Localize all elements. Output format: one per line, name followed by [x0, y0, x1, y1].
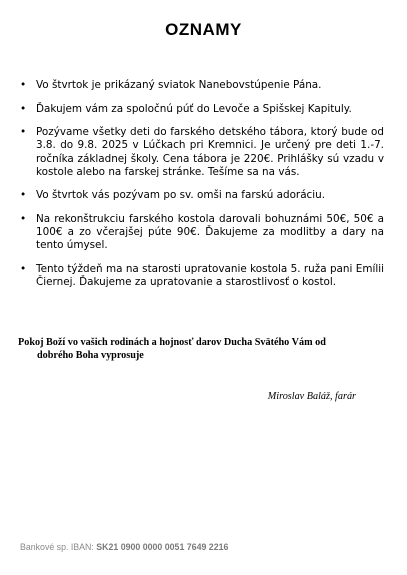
notice-item [18, 126, 384, 178]
bullet-icon: • [20, 79, 27, 91]
notice-item [18, 79, 384, 92]
closing-blessing [18, 337, 368, 362]
page-title: OZNAMY [165, 20, 242, 39]
notice-text: Vo štvrtok vás pozývam po sv. omši na farskú adoráciu. [36, 189, 326, 202]
bullet-icon: • [20, 102, 27, 115]
signature: Miroslav Baláž, farár [267, 391, 356, 402]
closing-line-2: dobrého Boha vyprosuje [37, 349, 144, 361]
notice-item [18, 263, 384, 289]
bank-account-footer [20, 542, 228, 552]
bullet-icon: • [20, 213, 27, 226]
notice-text: Ďakujem vám za spoločnú púť do Levoče a Spišskej Kapituly. [36, 102, 352, 115]
bullet-icon: • [20, 126, 27, 139]
iban-value: SK21 0900 0000 0051 7649 2216 [96, 542, 229, 552]
notice-item [18, 103, 384, 116]
notice-text: Vo štvrtok je prikázaný sviatok Nanebovstúpenie Pána. [36, 79, 322, 91]
bank-label: Bankové sp. IBAN: [20, 542, 94, 552]
notice-item [18, 213, 384, 252]
closing-line-1: Pokoj Boží vo vašich rodinách a hojnosť darov Ducha Svätého Vám od [18, 337, 326, 348]
notice-text: Na rekonštrukciu farského kostola darovali bohuznámi 50€, 50€ a 100€ a zo včerajšej púte 90€. Ďakujeme za modlitby a dary na tento úmysel. [36, 213, 384, 252]
notices-list [18, 79, 384, 300]
notice-text: Pozývame všetky deti do farského detského tábora, ktorý bude od 3.8. do 9.8. 2025 v Lúčkach pri Kremnici. Je určený pre deti 1.-7. ročníka základnej školy. Cena tábora je 220€. Prihlášky sú vzadu v kostole alebo na farskej stránke. Tešíme sa na vás. [36, 126, 384, 178]
bullet-icon: • [20, 189, 27, 202]
notice-item [18, 189, 384, 202]
bullet-icon: • [20, 262, 27, 275]
notice-text: Tento týždeň ma na starosti upratovanie kostola 5. ruža pani Emílii Čiernej. Ďakujeme za upratovanie a starostlivosť o kostol. [36, 262, 384, 288]
